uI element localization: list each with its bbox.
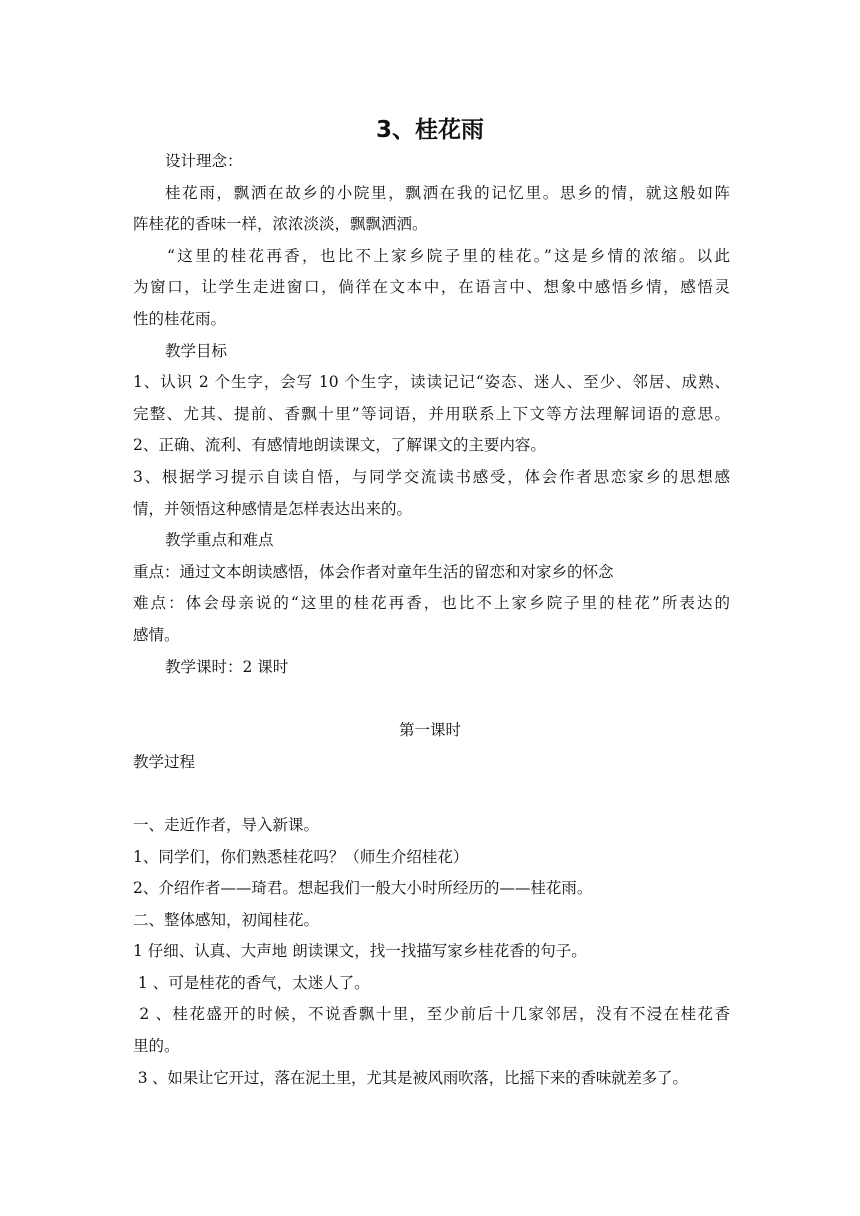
key-points-heading: 教学重点和难点 xyxy=(165,531,274,549)
design-concept-paragraph-line: 桂花雨，飘洒在故乡的小院里，飘洒在我的记忆里。思乡的情，就这般如阵 xyxy=(165,184,730,202)
sentence-item: 3 、如果让它开过，落在泥土里，尤其是被风雨吹落，比摇下来的香味就差多了。 xyxy=(133,1069,688,1087)
step-item: 1、同学们，你们熟悉桂花吗？（师生介绍桂花） xyxy=(133,848,469,866)
step-item: 1 仔细、认真、大声地 朗读课文，找一找描写家乡桂花香的句子。 xyxy=(133,942,587,960)
page-title: 3、桂花雨 xyxy=(375,117,484,143)
step-heading: 一、走近作者，导入新课。 xyxy=(133,816,320,834)
difficulty-point-line: 感情。 xyxy=(133,626,180,644)
goal-item-line: 情，并领悟这种感情是怎样表达出来的。 xyxy=(133,500,413,518)
lesson-heading: 第一课时 xyxy=(398,721,461,739)
design-concept-heading: 设计理念： xyxy=(165,152,243,170)
sentence-item: 1 、可是桂花的香气，太迷人了。 xyxy=(133,974,370,992)
process-heading: 教学过程 xyxy=(133,753,196,771)
design-concept-paragraph-line: 性的桂花雨。 xyxy=(133,310,227,328)
step-heading: 二、整体感知，初闻桂花。 xyxy=(133,911,320,929)
goal-item-line: 1、认识 2 个生字，会写 10 个生字，读读记记“姿态、迷人、至少、邻居、成熟、 xyxy=(133,373,730,391)
goal-item-line: 3、根据学习提示自读自悟，与同学交流读书感受，体会作者思恋家乡的思想感 xyxy=(133,468,730,486)
design-concept-paragraph-line: 为窗口，让学生走进窗口，倘徉在文本中，在语言中、想象中感悟乡情，感悟灵 xyxy=(133,278,730,296)
focus-point: 重点：通过文本朗读感悟，体会作者对童年生活的留恋和对家乡的怀念 xyxy=(133,563,614,581)
design-concept-paragraph-line: “这里的桂花再香，也比不上家乡院子里的桂花。”这是乡情的浓缩。以此 xyxy=(167,247,730,265)
class-hours: 教学课时：2 课时 xyxy=(165,658,289,676)
sentence-item-line: 2 、桂花盛开的时候，不说香飘十里，至少前后十几家邻居，没有不浸在桂花香 xyxy=(133,1005,730,1023)
step-item: 2、介绍作者——琦君。想起我们一般大小时所经历的——桂花雨。 xyxy=(133,879,593,897)
sentence-item-line: 里的。 xyxy=(133,1037,180,1055)
difficulty-point-line: 难点：体会母亲说的“这里的桂花再香，也比不上家乡院子里的桂花”所表达的 xyxy=(133,594,730,612)
teaching-goals-heading: 教学目标 xyxy=(165,342,228,360)
goal-item: 2、正确、流利、有感情地朗读课文，了解课文的主要内容。 xyxy=(133,436,546,454)
goal-item-line: 完整、尤其、提前、香飘十里”等词语，并用联系上下文等方法理解词语的意思。 xyxy=(133,405,730,423)
design-concept-paragraph-line: 阵桂花的香味一样，浓浓淡淡，飘飘洒洒。 xyxy=(133,215,428,233)
